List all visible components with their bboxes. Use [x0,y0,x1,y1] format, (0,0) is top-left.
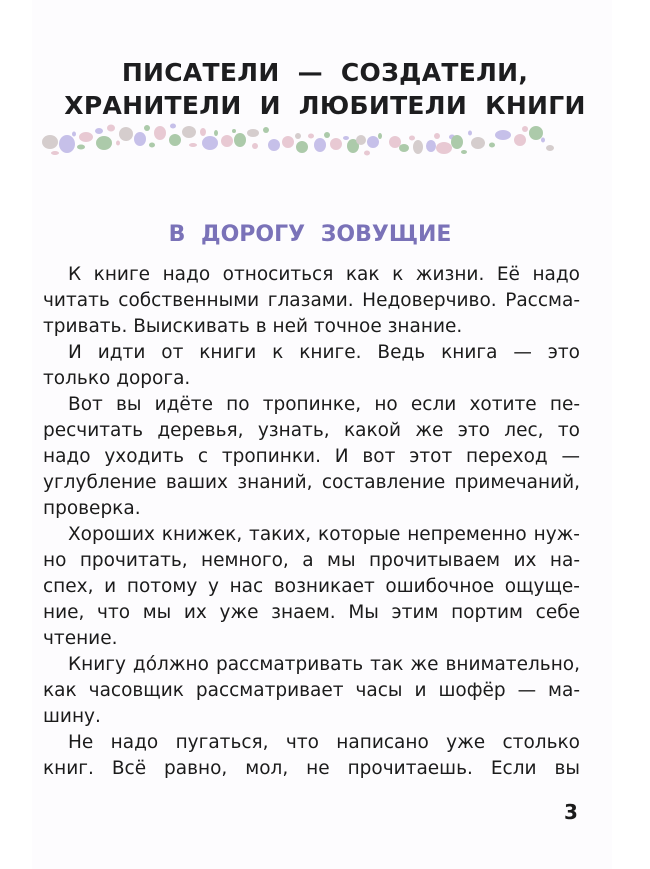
body-line: проверка. [43,498,141,519]
body-line: надо уходить с тропинки. И вот этот переход — [43,446,580,467]
body-line: углубление ваших знаний, составление примечаний, [43,472,580,493]
body-line: И идти от книги к книге. Ведь книга — это [68,342,580,363]
body-line: шину. [43,706,101,727]
body-line: Не надо пугаться, что написано уже столько [68,732,580,753]
body-line: спех, и потому у нас возникает ошибочное ощуще- [43,576,580,597]
body-text [43,262,580,782]
page-number: 3 [564,800,578,824]
body-line: только дорога. [43,368,191,389]
body-line: чтение. [43,628,118,649]
body-line: Вот вы идёте по тропинке, но если хотите пе- [68,394,580,415]
body-line: Книгу до́лжно рассматривать так же внимательно, [68,654,580,675]
body-line: как часовщик рассматривает часы и шофёр — ма- [43,680,580,701]
body-line: читать собственными глазами. Недоверчиво. Рассма- [43,290,580,311]
body-line: Хороших книжек, таких, которые непременно нуж- [68,524,580,545]
body-line: тривать. Выискивать в ней точное знание. [43,316,463,337]
body-line: К книге надо относиться как к жизни. Её надо [68,264,580,285]
section-title-line-1: ПИСАТЕЛИ — СОЗДАТЕЛИ, [121,58,529,87]
chapter-title: В ДОРОГУ ЗОВУЩИЕ [168,222,452,247]
body-line: но прочитать, немного, а мы прочитываем их на- [43,550,580,571]
body-line: книг. Всё равно, мол, не прочитаешь. Если вы [43,758,580,779]
section-title-line-2: ХРАНИТЕЛИ И ЛЮБИТЕЛИ КНИГИ [64,91,586,120]
body-line: ресчитать деревья, узнать, какой же это лес, то [43,420,580,441]
decorative-dots-divider-icon [40,120,585,156]
section-title [0,56,650,122]
body-line: ние, что мы их уже знаем. Мы этим портим себе [43,602,580,623]
